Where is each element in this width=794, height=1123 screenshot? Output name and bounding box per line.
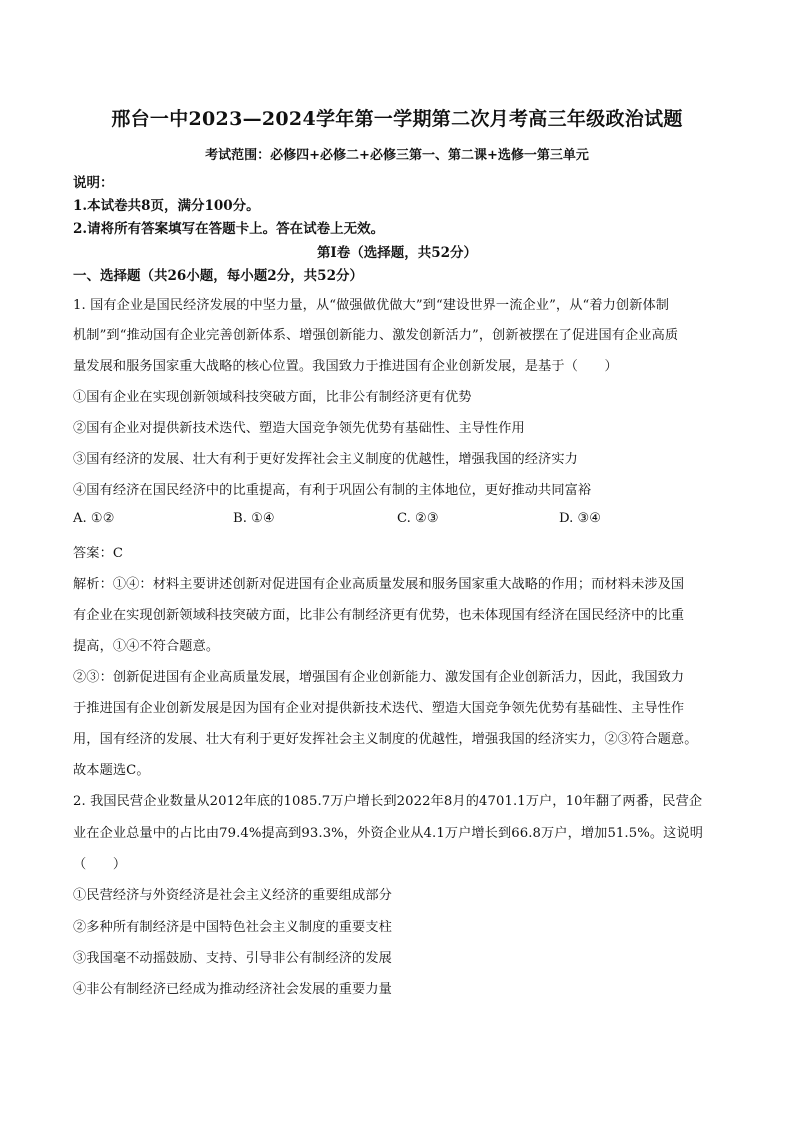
q1-analysis-line-7: 故本题选C。 (73, 763, 150, 778)
q1-statement-1: ①国有企业在实现创新领域科技突破方面，比非公有制经济更有优势 (73, 390, 472, 405)
exam-scope: 考试范围：必修四+必修二+必修三第一、第二课+选修一第三单元 (205, 148, 589, 163)
q1-analysis-line-5: 于推进国有企业创新发展是因为国有企业对提供新技术迭代、塑造大国竞争领先优势有基础性、主导性作 (73, 701, 685, 716)
q1-analysis-line-6: 用，国有经济的发展、壮大有利于更好发挥社会主义制度的优越性，增强我国的经济实力，②③符合题意。 (73, 732, 698, 747)
q2-stem-line-2: 业在企业总量中的占比由79.4%提高到93.3%，外资企业从4.1万户增长到66.8万户，增加51.5%。这说明 (73, 826, 703, 841)
q2-statement-3: ③我国毫不动摇鼓励、支持、引导非公有制经济的发展 (73, 951, 392, 966)
q2-stem-line-1: 2. 我国民营企业数量从2012年底的1085.7万户增长到2022年8月的4701.1万户，10年翻了两番，民营企 (73, 794, 703, 809)
q1-analysis-line-2: 有企业在实现创新领域科技突破方面，比非公有制经济更有优势，也未体现国有经济在国民经济中的比重 (73, 608, 685, 623)
q2-stem-line-3: （ ） (73, 857, 127, 872)
note-item-2: 2.请将所有答案填写在答题卡上。答在试卷上无效。 (73, 221, 385, 237)
q1-analysis-line-4: ②③：创新促进国有企业高质量发展，增强国有企业创新能力、激发国有企业创新活力，因此，我国致力 (73, 670, 685, 685)
note-item-1: 1.本试卷共8页，满分100分。 (73, 198, 260, 214)
q1-statement-3: ③国有经济的发展、壮大有利于更好发挥社会主义制度的优越性，增强我国的经济实力 (73, 452, 578, 467)
q1-stem-line-1: 1. 国有企业是国民经济发展的中坚力量，从“做强做优做大”到“建设世界一流企业”，从“着力创新体制 (73, 298, 670, 313)
q1-stem-line-2: 机制”到“推动国有企业完善创新体系、增强创新能力、激发创新活力”，创新被摆在了促进国有企业高质 (73, 328, 679, 343)
part-title: 一、选择题（共26小题，每小题2分，共52分） (73, 268, 363, 284)
q1-stem-line-3: 量发展和服务国家重大战略的核心位置。我国致力于推进国有企业创新发展，是基于（ ） (73, 359, 618, 374)
notes-heading: 说明： (73, 175, 114, 191)
q1-statement-2: ②国有企业对提供新技术迭代、塑造大国竞争领先优势有基础性、主导性作用 (73, 421, 525, 436)
section-title: 第Ⅰ卷（选择题，共52分） (316, 245, 478, 261)
q1-option-d: D. ③④ (559, 511, 602, 526)
q1-answer: 答案：C (73, 546, 124, 561)
q2-statement-1: ①民营经济与外资经济是社会主义经济的重要组成部分 (73, 888, 392, 903)
page-title: 邢台一中2023—2024学年第一学期第二次月考高三年级政治试题 (111, 108, 683, 130)
q2-statement-2: ②多种所有制经济是中国特色社会主义制度的重要支柱 (73, 920, 392, 935)
q1-option-a: A. ①② (73, 511, 115, 526)
q2-statement-4: ④非公有制经济已经成为推动经济社会发展的重要力量 (73, 982, 392, 997)
q1-option-c: C. ②③ (397, 511, 439, 526)
q1-statement-4: ④国有经济在国民经济中的比重提高，有利于巩固公有制的主体地位，更好推动共同富裕 (73, 483, 592, 498)
q1-analysis-line-3: 提高，①④不符合题意。 (73, 639, 220, 654)
q1-analysis-line-1: 解析：①④：材料主要讲述创新对促进国有企业高质量发展和服务国家重大战略的作用；而材料未涉及国 (73, 577, 685, 592)
q1-option-b: B. ①④ (233, 511, 275, 526)
